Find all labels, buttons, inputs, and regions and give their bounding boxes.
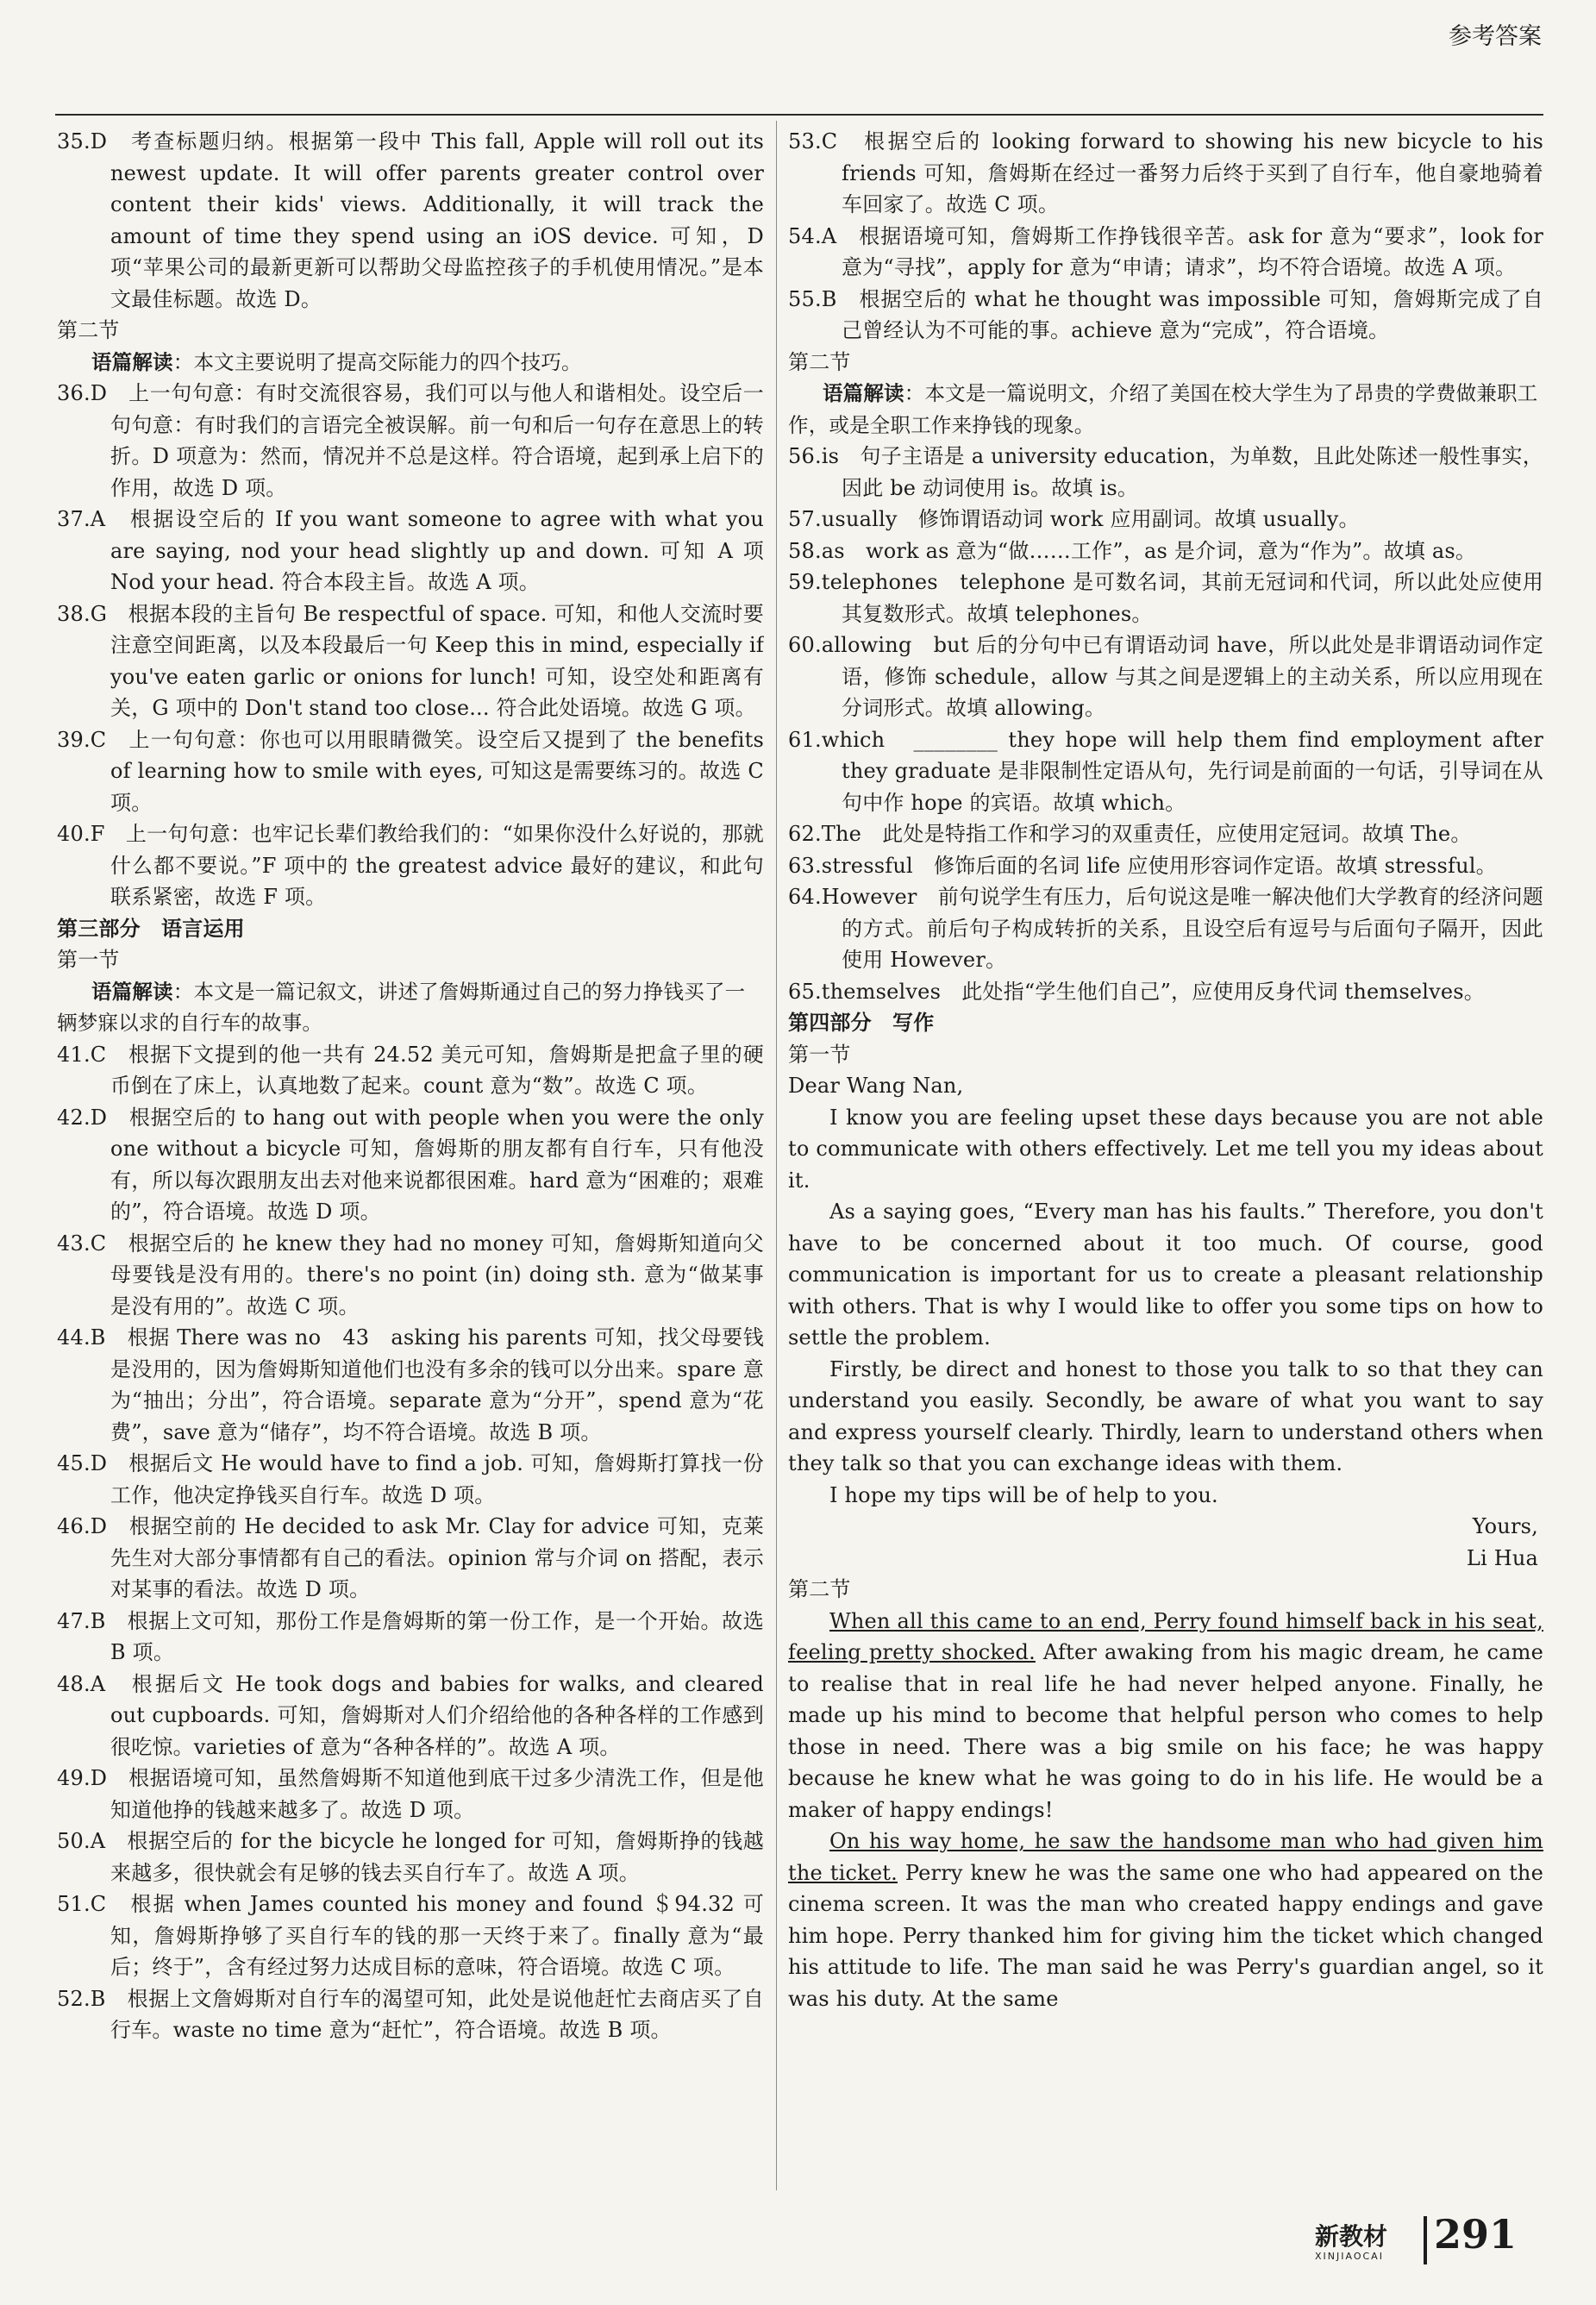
essay-paragraph xyxy=(788,1606,1543,1826)
subsection-heading: 第一节 xyxy=(788,1042,851,1067)
summary-label: 语篇解读 xyxy=(91,349,173,374)
right-column xyxy=(788,126,1543,2213)
page-number: 291 xyxy=(1434,2211,1518,2258)
essay-paragraph: Firstly, be direct and honest to those you talk to so that they can understand you easily. Secondly, be aware of what you want to say and express yourself clearly. Thirdly, learn to understand others when they talk so that you can exchange ideas with them. xyxy=(788,1356,1543,1475)
answer-item: 51.C 根据 when James counted his money and found ＄94.32 可知，詹姆斯挣够了买自行车的钱的那一天终于来了。finally 意为“最后；终于”，含有经过努力达成目标的意味，符合语境。故选 C 项。 xyxy=(57,1892,764,1979)
brand-logo: 新教材 xyxy=(1315,2222,1388,2251)
answer-item: 42.D 根据空后的 to hang out with people when you were the only one without a bicycle 可知，詹姆斯的朋友都有自行车，只有他没有，所以每次跟朋友出去对他来说都很困难。hard 意为“困难的；艰难的”，符合语境。故选 D 项。 xyxy=(57,1105,764,1224)
answer-item: 36.D 上一句句意：有时交流很容易，我们可以与他人和谐相处。设空后一句句意：有时我们的言语完全被误解。前一句和后一句存在意思上的转折。D 项意为：然而，情况并不总是这样。符合语境，起到承上启下的作用，故选 D 项。 xyxy=(57,381,764,500)
paragraph-text: Perry knew he was the same one who had appeared on the cinema screen. It was the man who created happy endings and gave him hope. Perry thanked him for giving him the ticket which changed his attitude to life. The man said he was Perry's guardian angel, so it was his duty. At the same xyxy=(788,1860,1543,2011)
answer-item: 38.G 根据本段的主旨句 Be respectful of space. 可知，和他人交流时要注意空间距离，以及本段最后一句 Keep this in mind, especially if you've eaten garlic or onions for lunch! 可知，设空处和距离有关，G 项中的 Don't stand too close... 符合此处语境。故选 G 项。 xyxy=(57,601,764,720)
answer-item: 52.B 根据上文詹姆斯对自行车的渴望可知，此处是说他赶忙去商店买了自行车。waste no time 意为“赶忙”，符合语境。故选 B 项。 xyxy=(57,1986,764,2042)
paragraph-text: After awaking from his magic dream, he came to realise that in real life he had never helped anyone. Finally, he made up his mind to become that helpful person who comes to help those in need. There was a big smile on his face; he was happy because he knew what he was going to do in his life. He would be a maker of happy endings! xyxy=(788,1640,1543,1822)
essay-paragraph: I hope my tips will be of help to you. xyxy=(829,1482,1218,1507)
answer-item: 53.C 根据空后的 looking forward to showing his new bicycle to his friends 可知，詹姆斯在经过一番努力后终于买到了自行车，他自豪地骑着车回家了。故选 C 项。 xyxy=(788,129,1543,216)
answer-item: 65.themselves 此处指“学生他们自己”，应使用反身代词 themselves。 xyxy=(788,979,1486,1004)
column-divider xyxy=(776,121,777,2190)
section-heading: 第三部分 语言运用 xyxy=(57,916,245,941)
essay-paragraph: I know you are feeling upset these days because you are not able to communicate with others effectively. Let me tell you my ideas about it. xyxy=(788,1105,1543,1193)
passage-summary xyxy=(788,378,1543,441)
answer-item: 54.A 根据语境可知，詹姆斯工作挣钱很辛苦。ask for 意为“要求”，look for 意为“寻找”，apply for 意为“申请；请求”，均不符合语境。故选 A 项。 xyxy=(788,223,1543,279)
subsection-heading: 第二节 xyxy=(788,1577,851,1601)
answer-item: 46.D 根据空前的 He decided to ask Mr. Clay for advice 可知，克莱先生对大部分事情都有自己的看法。opinion 常与介词 on 搭配，表示对某事的看法。故选 D 项。 xyxy=(57,1514,764,1601)
answer-item: 40.F 上一句句意：也牢记长辈们教给我们的：“如果你没什么好说的，那就什么都不要说。”F 项中的 the greatest advice 最好的建议，和此句联系紧密，故选 F 项。 xyxy=(57,822,764,909)
summary-text: ：本文主要说明了提高交际能力的四个技巧。 xyxy=(172,349,582,374)
answer-item: 57.usually 修饰谓语动词 work 应用副词。故填 usually。 xyxy=(788,507,1360,531)
answer-item: 45.D 根据后文 He would have to find a job. 可知，詹姆斯打算找一份工作，他决定挣钱买自行车。故选 D 项。 xyxy=(57,1451,764,1507)
header-rule xyxy=(55,114,1543,116)
answer-item: 50.A 根据空后的 for the bicycle he longed for 可知，詹姆斯挣的钱越来越多，很快就会有足够的钱去买自行车了。故选 A 项。 xyxy=(57,1829,764,1885)
answer-item: 47.B 根据上文可知，那份工作是詹姆斯的第一份工作，是一个开始。故选 B 项。 xyxy=(57,1608,764,1664)
letter-signoff: Li Hua xyxy=(1466,1545,1538,1570)
footer xyxy=(1315,2211,1548,2268)
subsection-heading: 第一节 xyxy=(57,948,120,972)
answer-item: 62.The 此处是特指工作和学习的双重责任，应使用定冠词。故填 The。 xyxy=(788,822,1472,846)
summary-label: 语篇解读 xyxy=(822,381,904,405)
subsection-heading: 第二节 xyxy=(57,318,120,342)
summary-label: 语篇解读 xyxy=(91,979,173,1004)
answer-item: 41.C 根据下文提到的他一共有 24.52 美元可知，詹姆斯是把盒子里的硬币倒在了床上，认真地数了起来。count 意为“数”。故选 C 项。 xyxy=(57,1042,764,1098)
answer-item: 49.D 根据语境可知，虽然詹姆斯不知道他到底干过多少清洗工作，但是他知道他挣的钱越来越多了。故选 D 项。 xyxy=(57,1766,764,1822)
answer-item: 56.is 句子主语是 a university education，为单数，且此处陈述一般性事实，因此 be 动词使用 is。故填 is。 xyxy=(788,444,1543,500)
essay-paragraph: As a saying goes, “Every man has his faults.” Therefore, you don't have to be concerned about it too much. Of course, good communication is important for us to create a pleasant relationship with others. That is why I would like to offer you some tips on how to settle the problem. xyxy=(788,1199,1543,1350)
answer-item: 37.A 根据设空后的 If you want someone to agree with what you are saying, nod your head slightly up and down. 可知 A 项 Nod your head. 符合本段主旨。故选 A 项。 xyxy=(57,507,764,594)
subsection-heading: 第二节 xyxy=(788,349,851,374)
answer-item: 63.stressful 修饰后面的名词 life 应使用形容词作定语。故填 stressful。 xyxy=(788,853,1497,878)
summary-text: ：本文是一篇说明文，介绍了美国在校大学生为了昂贵的学费做兼职工作，或是全职工作来挣钱的现象。 xyxy=(788,381,1538,437)
answer-item: 55.B 根据空后的 what he thought was impossible 可知，詹姆斯完成了自己曾经认为不可能的事。achieve 意为“完成”，符合语境。 xyxy=(788,286,1543,342)
answer-item: 58.as work as 意为“做……工作”，as 是介词，意为“作为”。故填 as。 xyxy=(788,538,1477,563)
answer-item: 48.A 根据后文 He took dogs and babies for walks, and cleared out cupboards. 可知，詹姆斯对人们介绍给他的各种各样的工作感到很吃惊。varieties of 意为“各种各样的”。故选 A 项。 xyxy=(57,1671,764,1759)
letter-signoff: Yours, xyxy=(1472,1514,1538,1538)
given-opening-sentence: When all this came to an end, Perry found himself back in his seat, feeling pretty shocked. xyxy=(788,1608,1543,1664)
answer-item: 43.C 根据空后的 he knew they had no money 可知，詹姆斯知道向父母要钱是没有用的。there's no point (in) doing sth. 意为“做某事是没有用的”。故选 C 项。 xyxy=(57,1231,764,1318)
answer-item: 61.which ________ they hope will help them find employment after they graduate 是非限制性定语从句，先行词是前面的一句话，引导词在从句中作 hope 的宾语。故填 which。 xyxy=(788,727,1543,815)
passage-summary xyxy=(57,347,764,379)
given-opening-sentence: On his way home, he saw the handsome man who had given him the ticket. xyxy=(788,1829,1543,1885)
header-title: 参考答案 xyxy=(1449,23,1542,50)
answer-item: 64.However 前句说学生有压力，后句说这是唯一解决他们大学教育的经济问题的方式。前后句子构成转折的关系，且设空后有逗号与后面句子隔开，因此使用 However。 xyxy=(788,885,1543,972)
answer-item: 59.telephones telephone 是可数名词，其前无冠词和代词，所以此处应使用其复数形式。故填 telephones。 xyxy=(788,570,1543,626)
left-column xyxy=(57,126,764,2239)
essay-paragraph xyxy=(788,1826,1543,2014)
summary-text: ：本文是一篇记叙文，讲述了詹姆斯通过自己的努力挣钱买了一辆梦寐以求的自行车的故事。 xyxy=(57,979,746,1035)
answer-item: 44.B 根据 There was no 43 asking his parents 可知，找父母要钱是没用的，因为詹姆斯知道他们也没有多余的钱可以分出来。spare 意为“抽出；分出”，符合语境。separate 意为“分开”，spend 意为“花费”，save 意为“储存”，均不符合语境。故选 B 项。 xyxy=(57,1325,764,1444)
letter-salutation: Dear Wang Nan, xyxy=(788,1074,964,1098)
footer-bar xyxy=(1424,2216,1427,2264)
answer-item: 60.allowing but 后的分句中已有谓语动词 have，所以此处是非谓语动词作定语，修饰 schedule，allow 与其之间是逻辑上的主动关系，所以应用现在分词形式。故填 allowing。 xyxy=(788,633,1543,720)
answer-item: 35.D 考查标题归纳。根据第一段中 This fall, Apple will roll out its newest update. It will offer parents greater control over content their kids' views. Additionally, it will track the amount of time they spend using an iOS device. 可知，D 项“苹果公司的最新更新可以帮助父母监控孩子的手机使用情况。”是本文最佳标题。故选 D。 xyxy=(57,129,764,311)
brand-pinyin: XINJIAOCAI xyxy=(1315,2251,1384,2262)
answer-item: 39.C 上一句句意：你也可以用眼睛微笑。设空后又提到了 the benefits of learning how to smile with eyes, 可知这是需要练习的。故选 C 项。 xyxy=(57,727,764,815)
section-heading: 第四部分 写作 xyxy=(788,1011,935,1035)
passage-summary xyxy=(57,976,764,1039)
